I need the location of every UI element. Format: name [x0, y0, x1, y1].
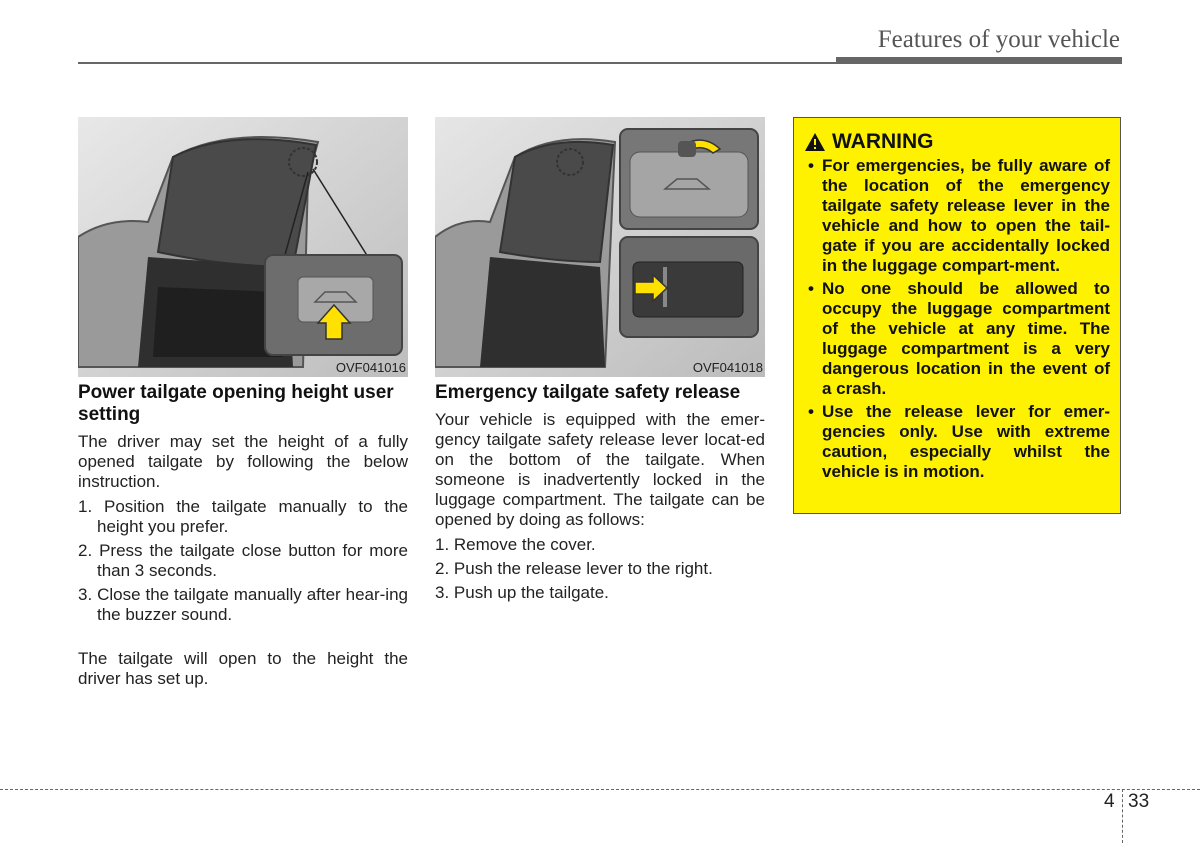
warning-triangle-icon: [804, 132, 826, 152]
list-item: • For emergencies, be fully aware of the location of the emergency tailgate safety release lever in the vehicle and how to open the tail-gate if you are accidentally locked in the luggage compart-ment.: [808, 156, 1110, 275]
intro-paragraph: The driver may set the height of a fully opened tailgate by following the below instruction.: [78, 432, 408, 491]
list-item: • No one should be allowed to occupy the luggage compartment of the vehicle at any time. The luggage compartment is a very dangerous location in the event of a crash.: [808, 279, 1110, 398]
section-heading: Emergency tailgate safety release: [435, 382, 741, 403]
bullet-icon: •: [808, 156, 814, 175]
list-item: 1. Remove the cover.: [435, 535, 596, 554]
chapter-number: 4: [1104, 791, 1115, 812]
column-emergency-release: [435, 117, 765, 607]
page-number: 33: [1128, 791, 1150, 812]
list-item: 1. Position the tailgate manually to the height you prefer.: [78, 497, 408, 536]
bullet-icon: •: [808, 402, 814, 421]
warning-header: [804, 130, 1110, 154]
figure-code: OVF041018: [692, 360, 763, 375]
steps-list: [435, 535, 765, 603]
bullet-icon: •: [808, 279, 814, 298]
list-item: • Use the release lever for emer-gencies only. Use with extreme caution, especially whilst the vehicle is in motion.: [808, 402, 1110, 481]
section-title: Features of your vehicle: [877, 26, 1120, 53]
list-item: 2. Push the release lever to the right.: [435, 559, 713, 578]
closing-paragraph: The tailgate will open to the height the driver has set up.: [78, 649, 408, 688]
footer-divider: [1122, 789, 1123, 843]
emergency-release-figure: [435, 117, 765, 377]
warning-list: [804, 156, 1110, 482]
tailgate-button-figure: [78, 117, 408, 377]
tailgate-illustration: [78, 117, 408, 377]
release-illustration: [435, 117, 765, 377]
list-item: 3. Close the tailgate manually after hear-ing the buzzer sound.: [78, 585, 408, 624]
column-power-tailgate: [78, 117, 408, 694]
list-item: 2. Press the tailgate close button for more than 3 seconds.: [78, 541, 408, 580]
steps-list: [78, 497, 408, 625]
section-heading: Power tailgate opening height user setting: [78, 382, 394, 425]
footer-rule: [0, 789, 1200, 790]
figure-code: OVF041016: [335, 360, 406, 375]
header-rule-thick: [836, 57, 1122, 64]
warning-title: WARNING: [832, 130, 934, 153]
list-item: 3. Push up the tailgate.: [435, 583, 609, 602]
intro-paragraph: Your vehicle is equipped with the emer-gency tailgate safety release lever locat-ed on the bottom of the tailgate. When someone is inadvertently locked in the luggage compartment. The tailgate can be opened by doing as follows:: [435, 410, 765, 529]
warning-box: [793, 117, 1121, 514]
header-rule: [78, 62, 838, 64]
